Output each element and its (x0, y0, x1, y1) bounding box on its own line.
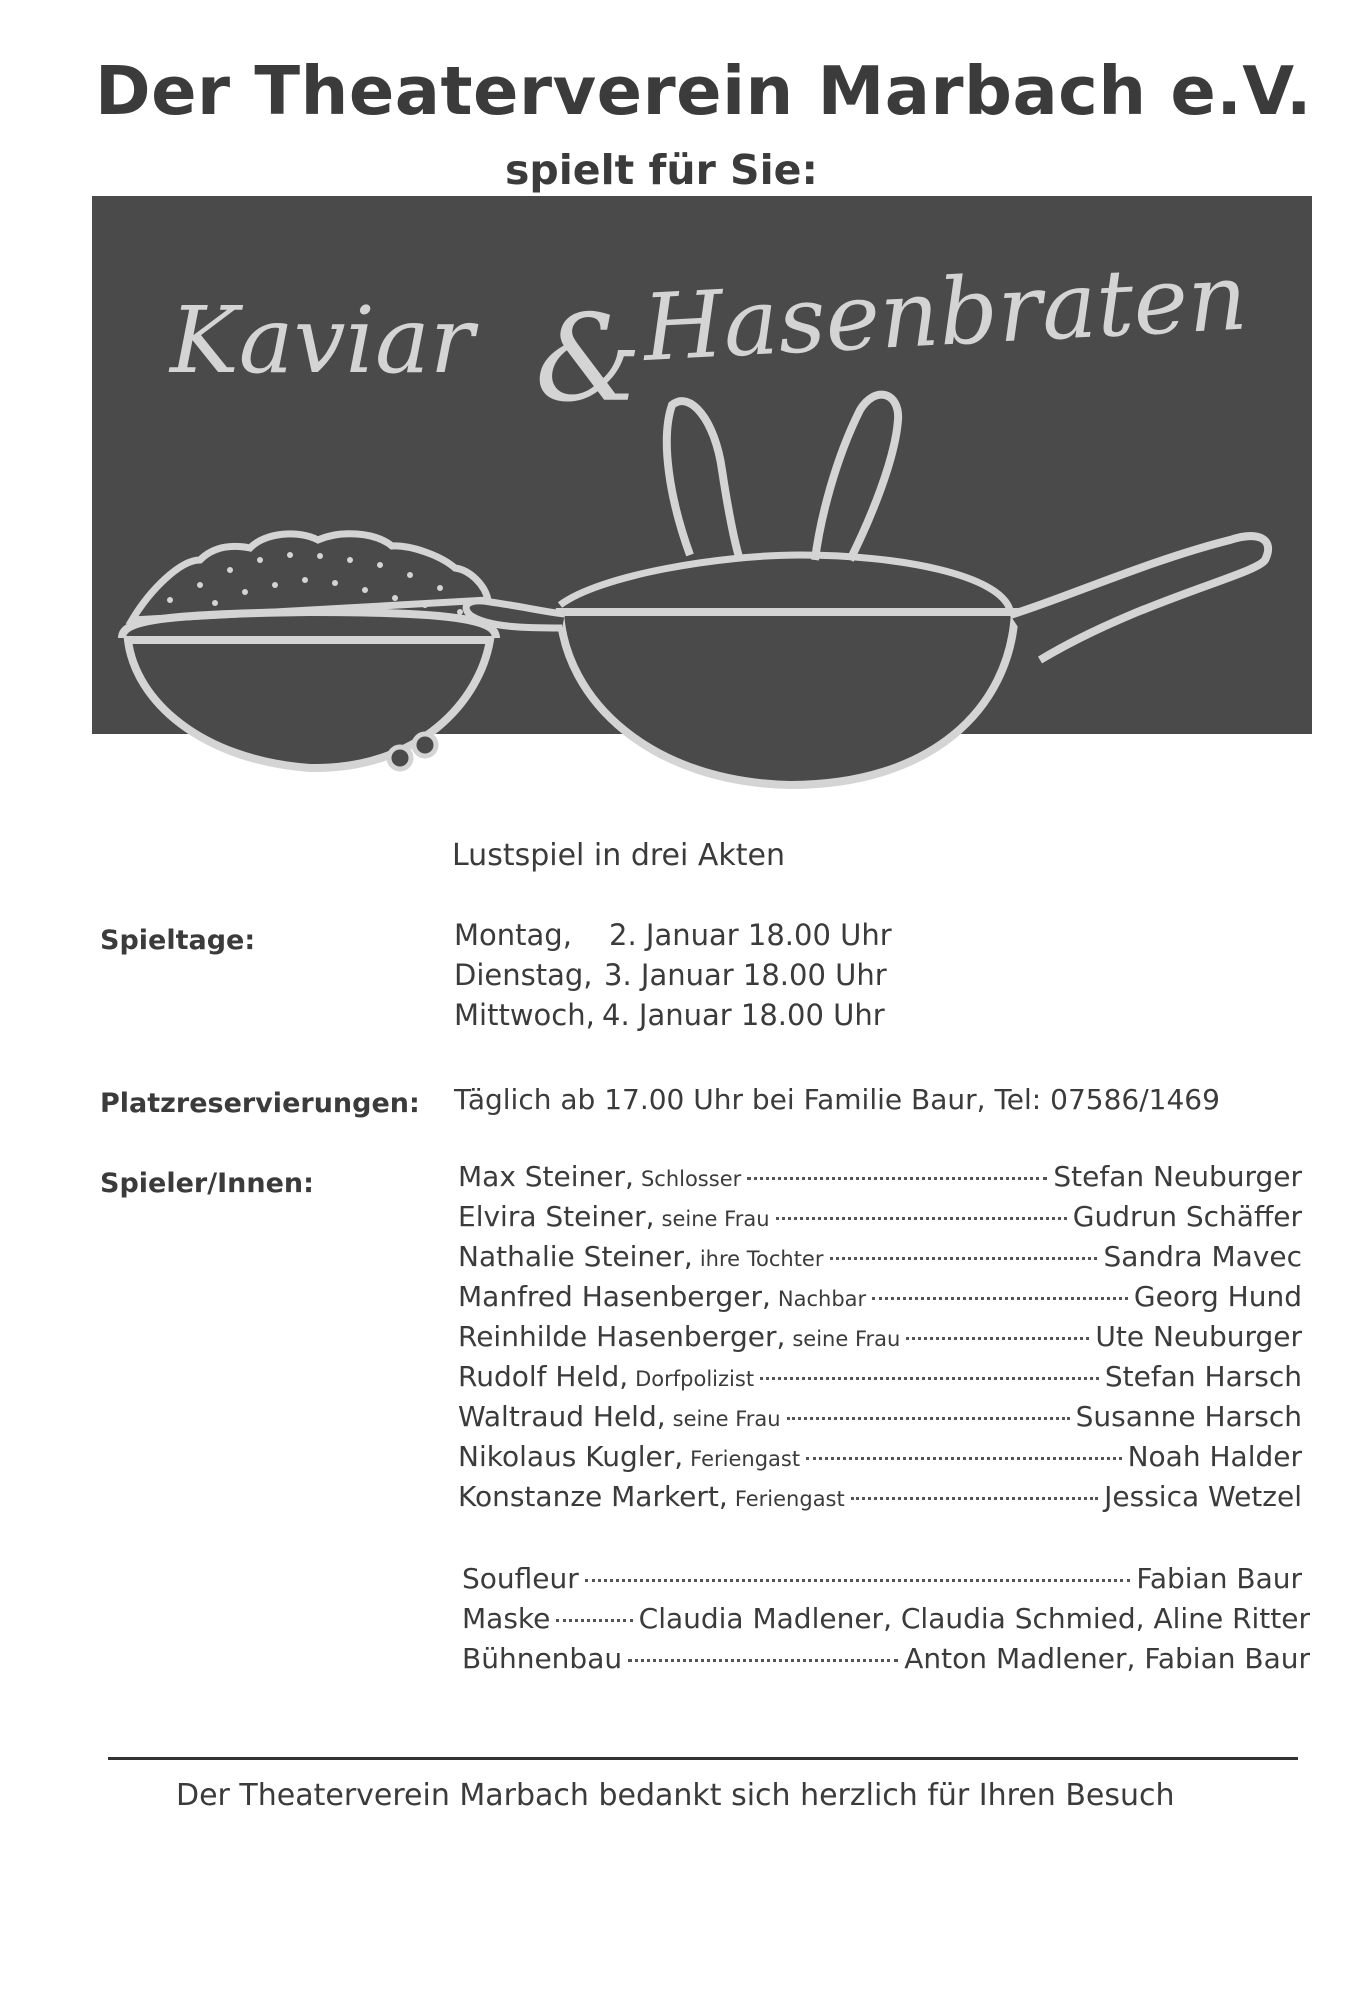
leader-dots (760, 1377, 1099, 1380)
genre-text: Lustspiel in drei Akten (452, 838, 785, 873)
leader-dots (830, 1257, 1098, 1260)
cast-label: Spieler/Innen: (100, 1168, 314, 1199)
cast-row (458, 1320, 1302, 1360)
character-name: Max Steiner, (458, 1160, 634, 1193)
leader-dots (628, 1659, 898, 1662)
cast-row (458, 1440, 1302, 1480)
page-title: Der Theaterverein Marbach e.V. (95, 52, 1312, 130)
date-value: 4. Januar 18.00 Uhr (602, 998, 885, 1032)
crew-people: Claudia Madlener, Claudia Schmied, Aline Ritter (638, 1602, 1310, 1635)
character-role: Schlosser (640, 1167, 742, 1191)
date-day: Mittwoch, (454, 998, 595, 1032)
date-row (454, 918, 892, 952)
play-title-part1: Kaviar (170, 287, 474, 394)
cast-row (458, 1160, 1302, 1200)
crew-row (462, 1642, 1310, 1682)
footer-divider (108, 1757, 1298, 1760)
leader-dots (585, 1579, 1131, 1582)
leader-dots (787, 1417, 1070, 1420)
play-title-ampersand: & (535, 290, 642, 429)
reservations-text: Täglich ab 17.00 Uhr bei Familie Baur, Tel: 07586/1469 (454, 1083, 1220, 1116)
actor-name: Noah Halder (1127, 1440, 1302, 1473)
character-name: Rudolf Held, (458, 1360, 629, 1393)
cast-row (458, 1280, 1302, 1320)
character-role: ihre Tochter (699, 1247, 824, 1271)
play-banner (0, 0, 1370, 800)
actor-name: Sandra Mavec (1103, 1240, 1302, 1273)
date-row (454, 958, 887, 992)
crew-people: Anton Madlener, Fabian Baur (904, 1642, 1310, 1675)
crew-people: Fabian Baur (1136, 1562, 1302, 1595)
character-name: Waltraud Held, (458, 1400, 666, 1433)
actor-name: Jessica Wetzel (1104, 1480, 1302, 1513)
actor-name: Ute Neuburger (1095, 1320, 1302, 1353)
cast-row (458, 1200, 1302, 1240)
character-role: seine Frau (661, 1207, 770, 1231)
actor-name: Stefan Harsch (1104, 1360, 1302, 1393)
reservations-label: Platzreservierungen: (100, 1088, 420, 1119)
leader-dots (806, 1457, 1122, 1460)
leader-dots (872, 1297, 1128, 1300)
crew-role: Maske (462, 1602, 551, 1635)
character-role: Feriengast (690, 1447, 801, 1471)
crew-row (462, 1602, 1310, 1642)
actor-name: Gudrun Schäffer (1072, 1200, 1302, 1233)
footer-text: Der Theaterverein Marbach bedankt sich herzlich für Ihren Besuch (176, 1778, 1175, 1813)
character-role: Dorfpolizist (635, 1367, 755, 1391)
cast-row (458, 1400, 1302, 1440)
character-name: Reinhilde Hasenberger, (458, 1320, 786, 1353)
cast-row (458, 1360, 1302, 1400)
character-name: Elvira Steiner, (458, 1200, 655, 1233)
actor-name: Georg Hund (1133, 1280, 1302, 1313)
actor-name: Stefan Neuburger (1053, 1160, 1302, 1193)
crew-role: Bühnenbau (462, 1642, 623, 1675)
actor-name: Susanne Harsch (1075, 1400, 1302, 1433)
character-name: Manfred Hasenberger, (458, 1280, 771, 1313)
character-role: Nachbar (777, 1287, 867, 1311)
character-name: Nikolaus Kugler, (458, 1440, 684, 1473)
cast-row (458, 1480, 1302, 1520)
play-title-part2: Hasenbraten (640, 243, 1250, 382)
page-subtitle: spielt für Sie: (505, 146, 818, 194)
character-role: seine Frau (672, 1407, 781, 1431)
date-value: 2. Januar 18.00 Uhr (609, 918, 892, 952)
leader-dots (776, 1217, 1067, 1220)
date-value: 3. Januar 18.00 Uhr (604, 958, 887, 992)
leader-dots (556, 1619, 632, 1622)
leader-dots (747, 1177, 1047, 1180)
character-role: Feriengast (734, 1487, 845, 1511)
date-day: Montag, (454, 918, 572, 952)
schedule-label: Spieltage: (100, 925, 256, 956)
character-role: seine Frau (792, 1327, 901, 1351)
leader-dots (851, 1497, 1098, 1500)
character-name: Konstanze Markert, (458, 1480, 728, 1513)
date-day: Dienstag, (454, 958, 593, 992)
character-name: Nathalie Steiner, (458, 1240, 693, 1273)
cast-row (458, 1240, 1302, 1280)
leader-dots (906, 1337, 1089, 1340)
date-row (454, 998, 885, 1032)
crew-row (462, 1562, 1302, 1602)
crew-role: Soufleur (462, 1562, 579, 1595)
